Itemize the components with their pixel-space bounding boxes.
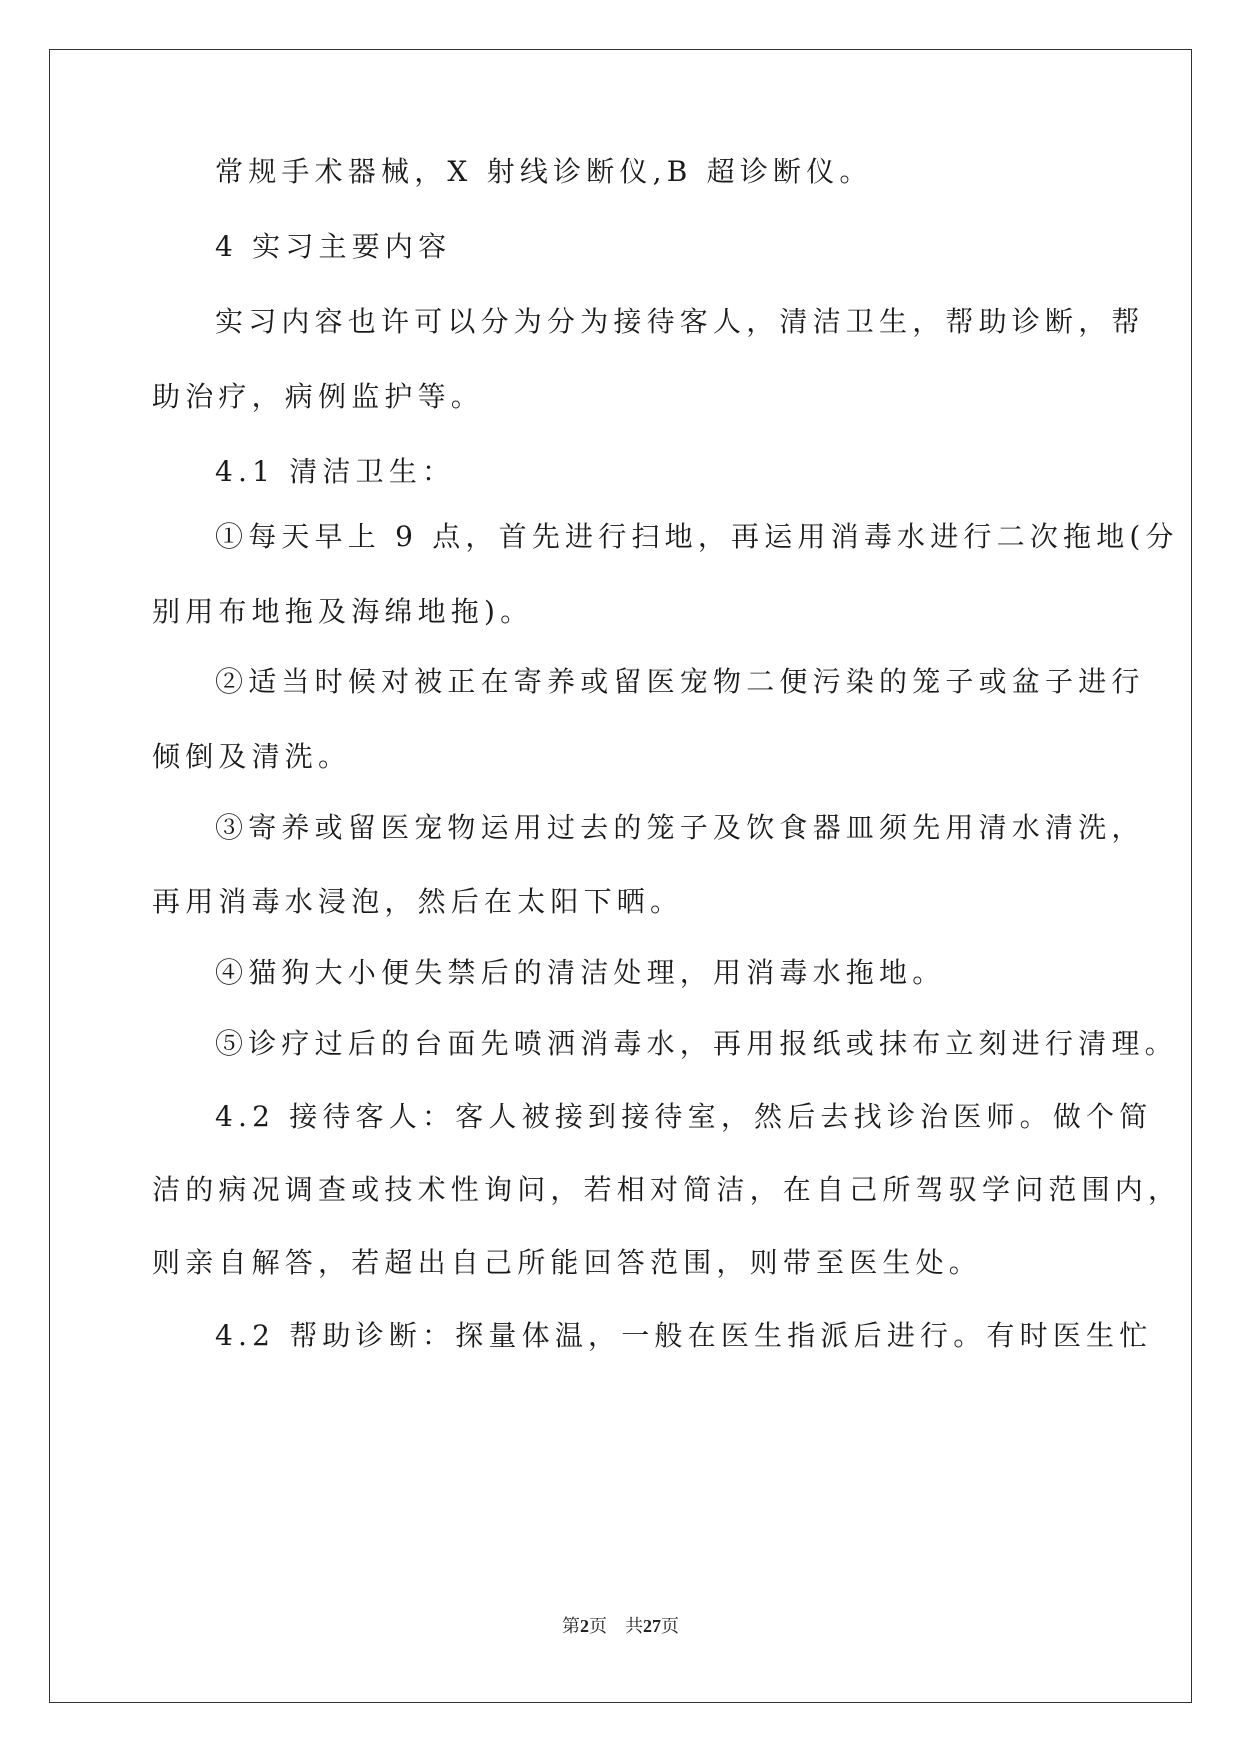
paragraph-line: 助治疗，病例监护等。	[152, 380, 485, 413]
section-heading: 4.1 清洁卫生：	[215, 455, 456, 488]
list-item: ③寄养或留医宠物运用过去的笼子及饮食器皿须先用清水清洗，	[215, 811, 1145, 844]
list-item: ②适当时候对被正在寄养或留医宠物二便污染的笼子或盆子进行	[215, 665, 1145, 698]
footer-mid: 页 共	[589, 1616, 643, 1636]
paragraph-line: 别用布地拖及海绵地拖)。	[152, 595, 534, 628]
paragraph-line: 再用消毒水浸泡，然后在太阳下晒。	[152, 885, 684, 918]
footer-suffix: 页	[661, 1616, 679, 1636]
paragraph-line: 4.2 接待客人：客人被接到接待室，然后去找诊治医师。做个简	[215, 1100, 1153, 1133]
current-page-number: 2	[580, 1616, 589, 1636]
total-page-count: 27	[643, 1616, 661, 1636]
page-footer	[0, 1614, 1241, 1638]
section-heading: 4 实习主要内容	[215, 230, 452, 263]
paragraph-line: 常规手术器械，X 射线诊断仪,B 超诊断仪。	[215, 155, 873, 188]
page-border	[49, 49, 1192, 1703]
list-item: ④猫狗大小便失禁后的清洁处理，用消毒水拖地。	[215, 956, 946, 989]
list-item: ⑤诊疗过后的台面先喷洒消毒水，再用报纸或抹布立刻进行清理。	[215, 1027, 1178, 1060]
paragraph-line: 洁的病况调查或技术性询问，若相对简洁，在自己所驾驭学问范围内，	[152, 1173, 1182, 1206]
paragraph-line: 实习内容也许可以分为分为接待客人，清洁卫生，帮助诊断，帮	[215, 305, 1145, 338]
paragraph-line: 4.2 帮助诊断：探量体温，一般在医生指派后进行。有时医生忙	[215, 1319, 1153, 1352]
paragraph-line: 倾倒及清洗。	[152, 740, 352, 773]
paragraph-line: 则亲自解答，若超出自己所能回答范围，则带至医生处。	[152, 1246, 983, 1279]
list-item: ①每天早上 9 点，首先进行扫地，再运用消毒水进行二次拖地(分	[215, 520, 1179, 553]
footer-prefix: 第	[562, 1616, 580, 1636]
